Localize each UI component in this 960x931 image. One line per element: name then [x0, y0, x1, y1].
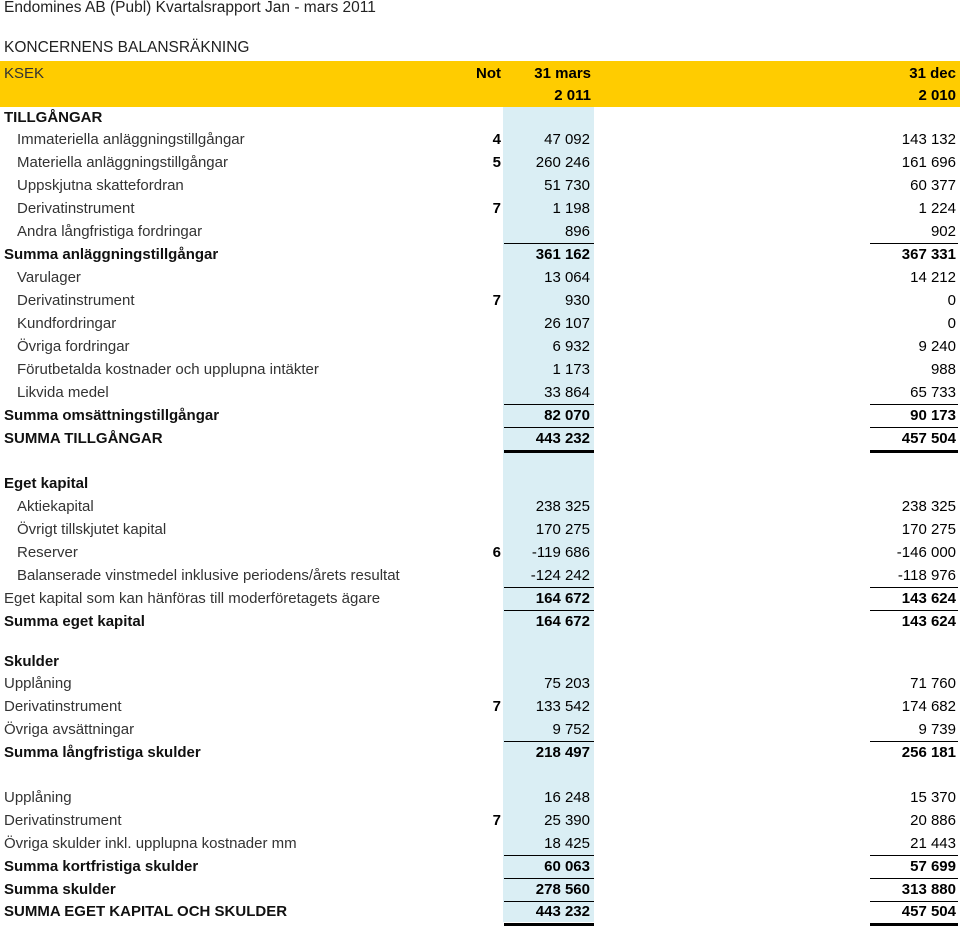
row-value-2011: 60 063 — [544, 858, 590, 875]
row-label: Derivatinstrument — [4, 812, 122, 829]
row-value-2011: 260 246 — [535, 154, 590, 171]
row-label: Immateriella anläggningstillgångar — [17, 131, 245, 148]
row-value-2011: 361 162 — [535, 246, 590, 263]
row-value-2011: 75 203 — [544, 675, 590, 692]
row-value-2010: 90 173 — [910, 407, 956, 424]
row-value-2010: -146 000 — [896, 544, 956, 561]
row-label: Uppskjutna skattefordran — [17, 177, 184, 194]
row-label: Materiella anläggningstillgångar — [17, 154, 228, 171]
row-value-2010: 14 212 — [910, 269, 956, 286]
row-value-2011: -124 242 — [530, 567, 590, 584]
row-value-2011: 51 730 — [544, 177, 590, 194]
row-label: Balanserade vinstmedel inklusive periodens/årets resultat — [17, 567, 400, 584]
row-value-2010: 0 — [947, 292, 956, 309]
row-value-2010: 0 — [947, 315, 956, 332]
row-label: Övriga avsättningar — [4, 721, 135, 738]
row-value-2010: 902 — [930, 223, 956, 240]
row-label: SUMMA EGET KAPITAL OCH SKULDER — [4, 903, 288, 920]
row-value-2010: 457 504 — [901, 430, 956, 447]
row-label: Derivatinstrument — [17, 200, 135, 217]
row-value-2010: 238 325 — [901, 498, 956, 515]
currency-label: KSEK — [4, 65, 45, 82]
row-label: Summa anläggningstillgångar — [4, 246, 219, 263]
note-column-header: Not — [476, 65, 501, 82]
row-value-2010: 20 886 — [910, 812, 956, 829]
row-note: 7 — [492, 812, 501, 829]
row-label: Övrigt tillskjutet kapital — [17, 521, 167, 538]
row-value-2010: 9 739 — [918, 721, 956, 738]
row-value-2010: 988 — [930, 361, 956, 378]
row-label: Derivatinstrument — [4, 698, 122, 715]
row-value-2011: 443 232 — [535, 430, 590, 447]
row-label: Aktiekapital — [17, 498, 94, 515]
row-value-2011: 82 070 — [544, 407, 590, 424]
row-note: 7 — [492, 698, 501, 715]
row-note: 7 — [492, 200, 501, 217]
row-label: Övriga fordringar — [17, 338, 130, 355]
row-value-2010: 9 240 — [918, 338, 956, 355]
prior-period-header: 31 dec — [909, 65, 956, 82]
row-value-2010: 170 275 — [901, 521, 956, 538]
row-value-2010: 143 624 — [901, 590, 956, 607]
total-double-rule — [870, 923, 958, 926]
row-value-2011: 238 325 — [535, 498, 590, 515]
row-value-2011: 278 560 — [535, 881, 590, 898]
row-label: Upplåning — [4, 675, 72, 692]
row-value-2010: 367 331 — [901, 246, 956, 263]
row-label: Kundfordringar — [17, 315, 117, 332]
table-header — [0, 61, 960, 107]
row-value-2010: 143 132 — [901, 131, 956, 148]
row-label: Summa omsättningstillgångar — [4, 407, 220, 424]
row-label: Förutbetalda kostnader och upplupna intäkter — [17, 361, 319, 378]
row-value-2010: 15 370 — [910, 789, 956, 806]
row-label: Andra långfristiga fordringar — [17, 223, 203, 240]
row-label: Summa skulder — [4, 881, 116, 898]
row-label: Varulager — [17, 269, 81, 286]
total-double-rule — [504, 923, 594, 926]
row-value-2011: 133 542 — [535, 698, 590, 715]
row-label: Övriga skulder inkl. upplupna kostnader mm — [4, 835, 297, 852]
row-value-2011: -119 686 — [531, 544, 590, 561]
row-label: Upplåning — [4, 789, 72, 806]
row-label: Eget kapital som kan hänföras till moderföretagets ägare — [4, 590, 381, 607]
current-period-year: 2 011 — [554, 87, 591, 104]
row-value-2010: 71 760 — [910, 675, 956, 692]
row-value-2011: 164 672 — [535, 590, 590, 607]
row-value-2010: 457 504 — [901, 903, 956, 920]
row-value-2010: -118 976 — [897, 567, 956, 584]
row-value-2010: 1 224 — [918, 200, 956, 217]
row-value-2010: 60 377 — [910, 177, 956, 194]
row-label: Summa eget kapital — [4, 613, 145, 630]
row-value-2011: 443 232 — [535, 903, 590, 920]
report-title: Endomines AB (Publ) Kvartalsrapport Jan - mars 2011 — [4, 0, 376, 16]
row-value-2011: 25 390 — [544, 812, 590, 829]
row-value-2011: 1 198 — [552, 200, 590, 217]
row-value-2011: 218 497 — [535, 744, 590, 761]
section-title: KONCERNENS BALANSRÄKNING — [4, 39, 250, 56]
row-value-2011: 33 864 — [544, 384, 590, 401]
row-note: 5 — [492, 154, 501, 171]
row-label: Skulder — [4, 653, 60, 670]
row-value-2011: 896 — [564, 223, 590, 240]
row-label: Eget kapital — [4, 475, 89, 492]
current-period-header: 31 mars — [534, 65, 591, 82]
row-label: Derivatinstrument — [17, 292, 135, 309]
row-label: TILLGÅNGAR — [4, 109, 103, 126]
row-note: 4 — [492, 131, 501, 148]
row-value-2010: 57 699 — [910, 858, 956, 875]
row-value-2010: 161 696 — [901, 154, 956, 171]
row-value-2011: 13 064 — [544, 269, 590, 286]
row-label: Reserver — [17, 544, 78, 561]
row-label: SUMMA TILLGÅNGAR — [4, 430, 163, 447]
row-value-2011: 6 932 — [552, 338, 590, 355]
row-label: Likvida medel — [17, 384, 109, 401]
row-label: Summa långfristiga skulder — [4, 744, 201, 761]
row-value-2011: 26 107 — [544, 315, 590, 332]
total-double-rule — [870, 450, 958, 453]
row-label: Summa kortfristiga skulder — [4, 858, 199, 875]
row-value-2010: 174 682 — [901, 698, 956, 715]
row-value-2011: 16 248 — [544, 789, 590, 806]
row-value-2011: 9 752 — [552, 721, 590, 738]
row-value-2010: 21 443 — [910, 835, 956, 852]
row-value-2011: 930 — [564, 292, 590, 309]
row-value-2011: 170 275 — [535, 521, 590, 538]
row-value-2010: 65 733 — [910, 384, 956, 401]
row-note: 6 — [492, 544, 501, 561]
row-value-2011: 1 173 — [552, 361, 590, 378]
row-value-2010: 256 181 — [901, 744, 956, 761]
row-value-2010: 143 624 — [901, 613, 956, 630]
row-value-2011: 47 092 — [544, 131, 590, 148]
total-double-rule — [504, 450, 594, 453]
row-value-2010: 313 880 — [901, 881, 956, 898]
row-value-2011: 164 672 — [535, 613, 590, 630]
row-note: 7 — [492, 292, 501, 309]
prior-period-year: 2 010 — [918, 87, 956, 104]
row-value-2011: 18 425 — [544, 835, 590, 852]
